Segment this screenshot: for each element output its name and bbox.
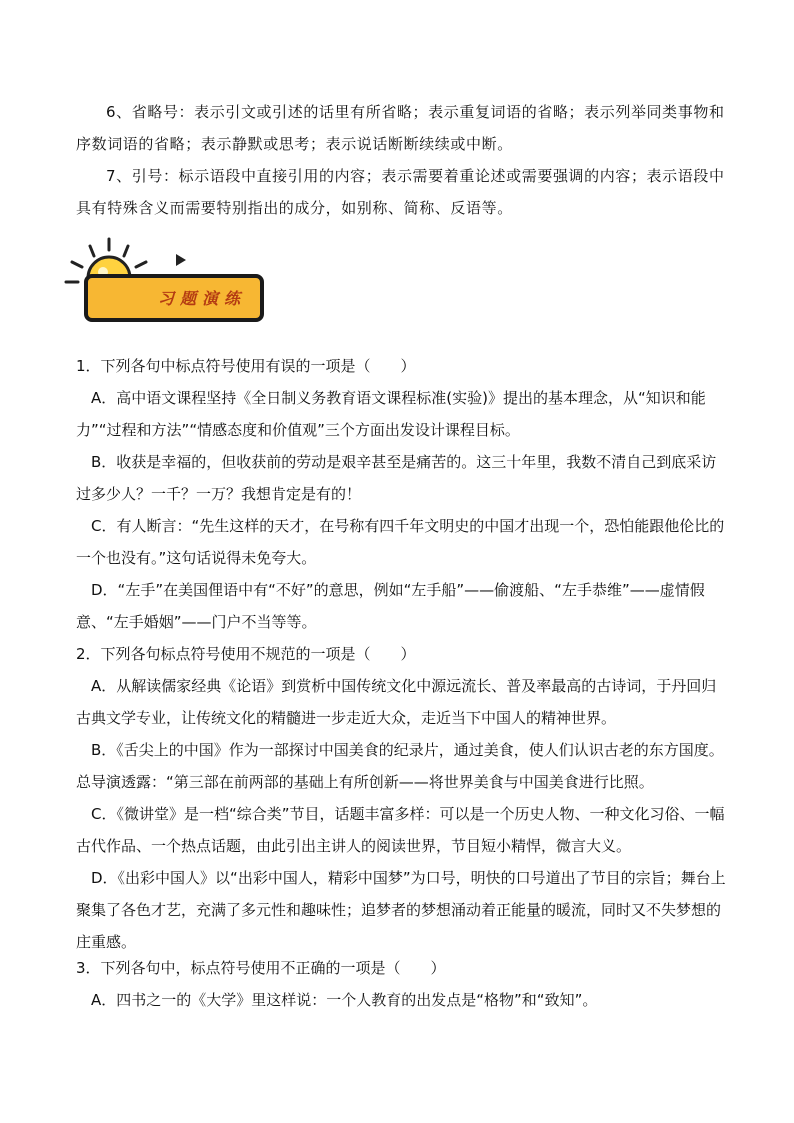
option-text: B．收获是幸福的，但收获前的劳动是艰辛甚至是痛苦的。这三十年里，我数不清自己到底采访过多少人？一千？一万？我想肯定是有的！ bbox=[76, 453, 717, 503]
question-stem: 3．下列各句中，标点符号使用不正确的一项是（ ） bbox=[76, 959, 446, 977]
paragraph-ellipsis: 6、省略号：表示引文或引述的话里有所省略；表示重复词语的省略；表示列举同类事物和序数词语的省略；表示静默或思考；表示说话断断续续或中断。 bbox=[76, 103, 725, 153]
exercise-banner bbox=[62, 236, 272, 330]
paragraph-quotation-marks: 7、引号：标示语段中直接引用的内容；表示需要着重论述或需要强调的内容；表示语段中具有特殊含义而需要特别指出的成分，如别称、简称、反语等。 bbox=[76, 167, 725, 217]
banner-box bbox=[84, 274, 264, 322]
banner-title: 习题演练 bbox=[158, 289, 247, 308]
option-text: A．四书之一的《大学》里这样说：一个人教育的出发点是“格物”和“致知”。 bbox=[91, 991, 598, 1009]
option-text: A．高中语文课程坚持《全日制义务教育语文课程标准(实验)》提出的基本理念，从“知识和能力”“过程和方法”“情感态度和价值观”三个方面出发设计课程目标。 bbox=[76, 389, 706, 439]
question-stem: 2．下列各句标点符号使用不规范的一项是（ ） bbox=[76, 645, 416, 663]
option-text: C．有人断言：“先生这样的天才，在号称有四千年文明史的中国才出现一个，恐怕能跟他伦比的一个也没有。”这句话说得未免夸大。 bbox=[76, 517, 725, 567]
option-text: D．“左手”在美国俚语中有“不好”的意思，例如“左手船”——偷渡船、“左手恭维”——虚情假意、“左手婚姻”——门户不当等等。 bbox=[76, 581, 705, 631]
option-text: B．《舌尖上的中国》作为一部探讨中国美食的纪录片，通过美食，使人们认识古老的东方国度。总导演透露：“第三部在前两部的基础上有所创新——将世界美食与中国美食进行比照。 bbox=[76, 741, 724, 791]
option-text: C．《微讲堂》是一档“综合类”节目，话题丰富多样：可以是一个历史人物、一种文化习俗、一幅古代作品、一个热点话题，由此引出主讲人的阅读世界，节目短小精悍，微言大义。 bbox=[76, 805, 725, 855]
option-text: D．《出彩中国人》以“出彩中国人，精彩中国梦”为口号，明快的口号道出了节目的宗旨；舞台上聚集了各色才艺，充满了多元性和趣味性；追梦者的梦想涌动着正能量的暖流，同时又不失梦想的庄重感。 bbox=[76, 869, 726, 951]
option-text: A．从解读儒家经典《论语》到赏析中国传统文化中源远流长、普及率最高的古诗词，于丹回归古典文学专业，让传统文化的精髓进一步走近大众，走近当下中国人的精神世界。 bbox=[76, 677, 717, 727]
question-stem: 1．下列各句中标点符号使用有误的一项是（ ） bbox=[76, 357, 416, 375]
